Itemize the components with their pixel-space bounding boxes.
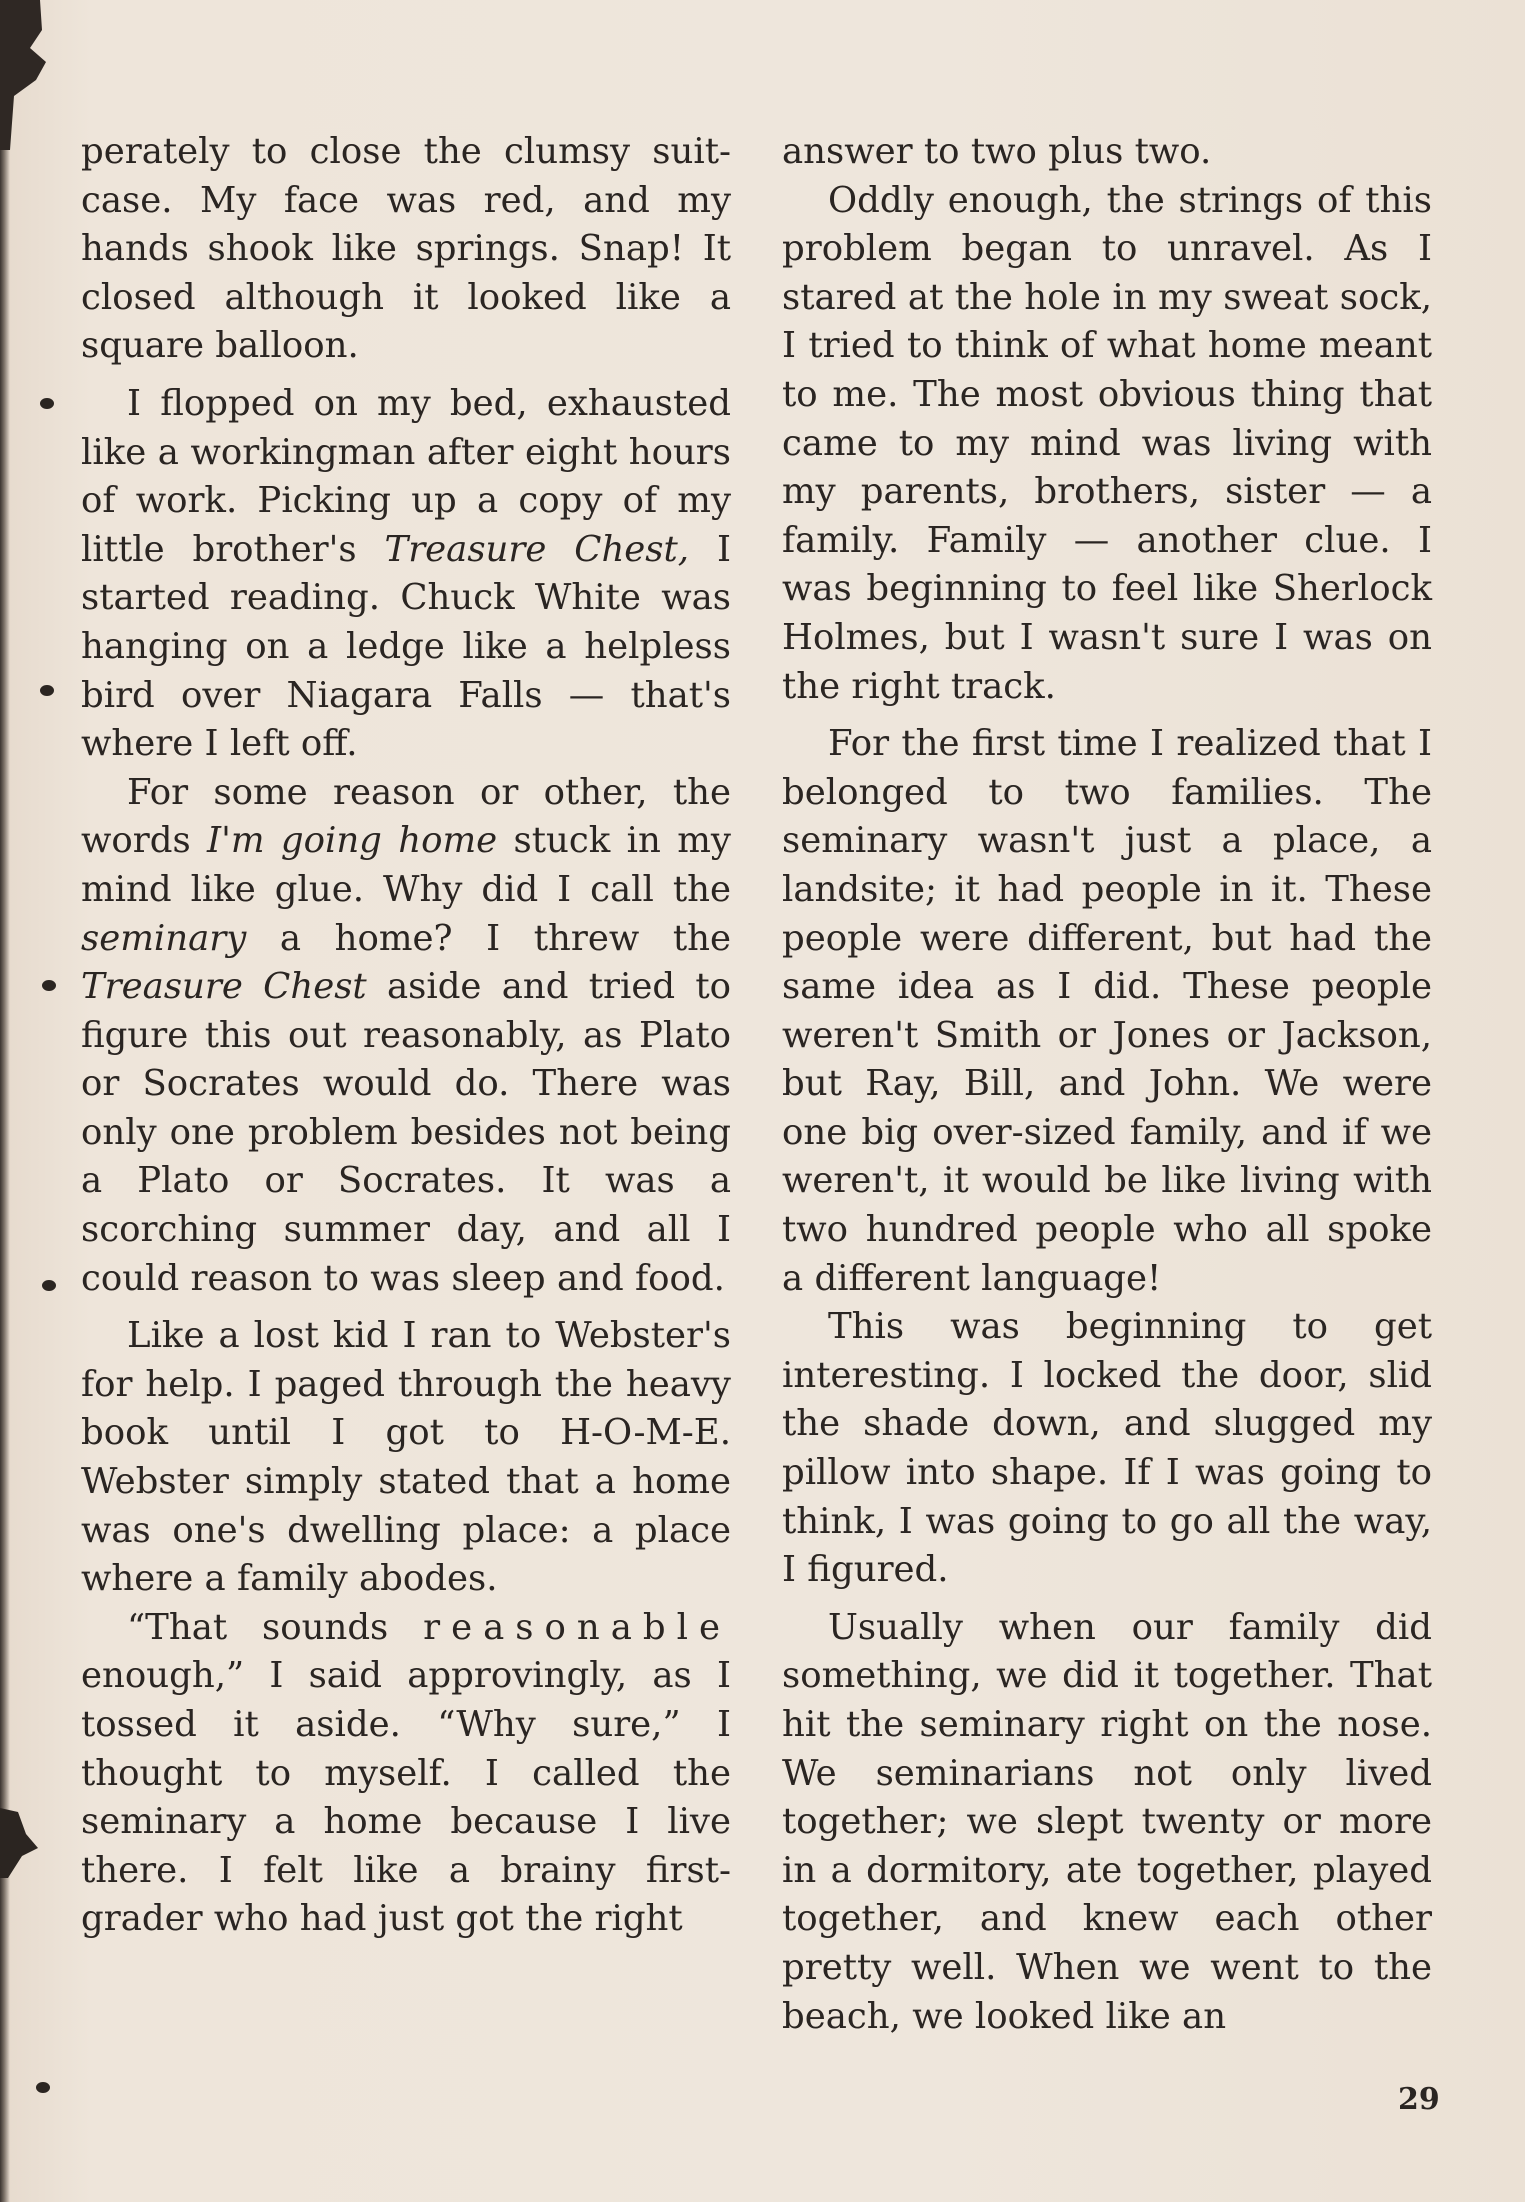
page-number: 29 (1398, 2082, 1440, 2117)
torn-corner (0, 0, 60, 150)
paragraph: answer to two plus two. (782, 131, 1212, 172)
binding-mark (42, 980, 56, 991)
paragraph: This was beginning to get interesting. I locked the door, slid the shade down, and slugged my pillow into shape. If I was going to think, I was going to go all the way, I figured. (782, 1306, 1432, 1591)
binding-mark (40, 398, 54, 409)
letter-spaced-word: reasonable (423, 1606, 731, 1648)
italic-word: seminary (81, 917, 247, 959)
left-column (81, 128, 731, 1944)
paragraph: Oddly enough, the strings of this problem began to unravel. As I stared at the hole in my sweat sock, I tried to think of what home meant to me. The most obvious thing that came to my mind was living with my parents, brothers, sister — a family. Family — another clue. I was beginning to feel like Sherlock Holmes, but I wasn't sure I was on the right track. (782, 179, 1432, 707)
paragraph: Like a lost kid I ran to Webster's for help. I paged through the heavy book until I got to H-O-M-E. Webster simply stated that a home was one's dwelling place: a place where a family abodes. (81, 1315, 731, 1600)
paragraph: Usually when our family did something, we did it together. That hit the seminary right on the nose. We seminarians not only lived together; we slept twenty or more in a dormitory, ate together, played together, and knew each other pretty well. When we went to the beach, we looked like an (782, 1606, 1432, 2037)
right-column (782, 128, 1432, 2041)
paragraph: perately to close the clumsy suit-case. My face was red, and my hands shook like springs. Snap! It closed although it looked like a square balloon. (81, 131, 731, 367)
italic-phrase: I'm going home (207, 820, 498, 862)
paragraph: I flopped on my bed, exhausted like a workingman after eight hours of work. Picking up a copy of my little brother's Treasure Chest, I started reading. Chuck White was hanging on a ledge like a helpless bird over Niagara Falls — that's where I left off. (81, 382, 731, 765)
binding-mark (36, 2082, 50, 2093)
italic-title: Treasure Chest (81, 966, 367, 1008)
paragraph: “That sounds reasonable enough,” I said approvingly, as I tossed it aside. “Why sure,” I thought to myself. I called the seminary a home because I live there. I felt like a brainy first-grader who had just got the right (81, 1606, 731, 1940)
paragraph: For some reason or other, the words I'm going home stuck in my mind like glue. Why did I call the seminary a home? I threw the Treasure Chest aside and tried to figure this out reasonably, as Plato or Socrates would do. There was only one problem besides not being a Plato or Socrates. It was a scorching summer day, and all I could reason to was sleep and food. (81, 771, 731, 1299)
binding-mark (42, 1280, 56, 1291)
paragraph: For the first time I realized that I belonged to two families. The seminary wasn't just a place, a landsite; it had people in it. These people were different, but had the same idea as I did. These people weren't Smith or Jones or Jackson, but Ray, Bill, and John. We were one big over-sized family, and if we weren't, it would be like living with two hundred people who all spoke a different language! (782, 723, 1432, 1299)
binding-tab (0, 1808, 40, 1878)
binding-mark (40, 685, 54, 696)
italic-title: Treasure Chest, (384, 528, 690, 570)
